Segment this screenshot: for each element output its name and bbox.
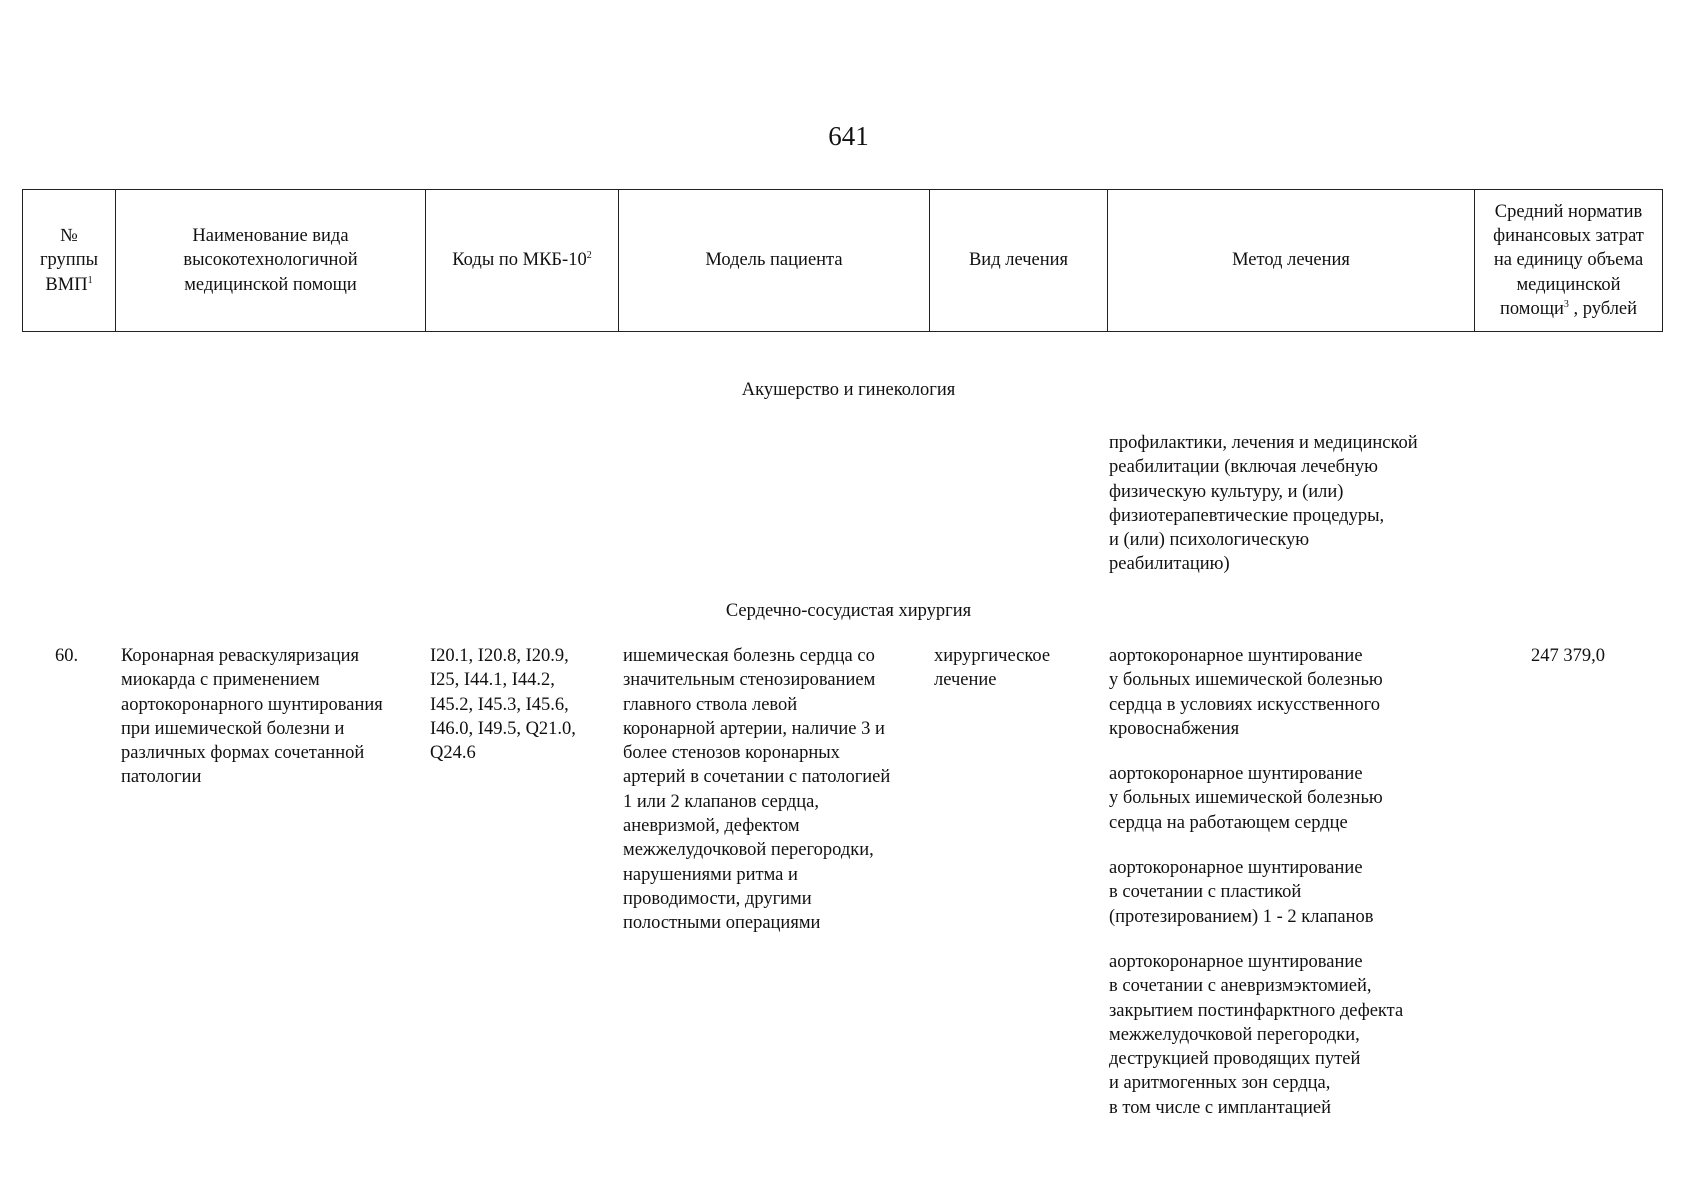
section-heading-cardiovascular-surgery: Сердечно-сосудистая хирургия <box>725 601 972 621</box>
header-patient-model: Модель пациента <box>619 190 930 332</box>
row-patient-model: ишемическая болезнь сердца со значительным стенозированием главного ствола левой коронарной артерии, наличие 3 и более стенозов коронарных артерий в сочетании с патологией 1 или 2 клапанов сердца, аневризмой, дефектом межжелудочковой перегородки, нарушениями ритма и проводимости, другими полостными операциями <box>623 646 891 934</box>
header-treatment-method: Метод лечения <box>1108 190 1475 332</box>
continued-method-text: профилактики, лечения и медицинской реабилитации (включая лечебную физическую культуру, и (или) физиотерапевтические процедуры, и (или) психологическую реабилитацию) <box>1109 433 1418 575</box>
row-group-number: 60. <box>55 646 79 666</box>
method-item: аортокоронарное шунтирование у больных ишемической болезнью сердца в условиях искусственного кровоснабжения <box>1109 646 1383 739</box>
header-care-type-name: Наименование вида высокотехнологичной медицинской помощи <box>116 190 426 332</box>
row-treatment-type: хирургическое лечение <box>934 646 1051 691</box>
method-item: аортокоронарное шунтирование у больных ишемической болезнью сердца на работающем сердце <box>1109 764 1383 833</box>
method-item: аортокоронарное шунтирование в сочетании с аневризмэктомией, закрытием постинфарктного дефекта межжелудочковой перегородки, деструкцией проводящих путей и аритмогенных зон сердца, в том числе с имплантацией <box>1109 951 1404 1118</box>
row-treatment-methods <box>1109 644 1403 1120</box>
header-treatment-type: Вид лечения <box>930 190 1108 332</box>
method-item: аортокоронарное шунтирование в сочетании с пластикой (протезированием) 1 - 2 клапанов <box>1109 858 1374 927</box>
header-average-cost: Средний норматив финансовых затрат на единицу объема медицинской помощи$^3$ , рублей <box>1475 190 1663 332</box>
section-heading-obstetrics: Акушерство и гинекология <box>741 380 956 400</box>
table-header <box>22 189 1663 332</box>
row-care-type-name: Коронарная реваскуляризация миокарда с применением аортокоронарного шунтирования при ишемической болезни и различных формах сочетанной патологии <box>121 646 383 788</box>
header-icd-codes: Коды по МКБ-$10^2$ <box>426 190 619 332</box>
header-group-number: № группы ВМП$^1$ <box>23 190 116 332</box>
row-average-cost: 247 379,0 <box>1531 646 1605 666</box>
page-number: 641 <box>828 121 869 151</box>
row-icd-codes: I20.1, I20.8, I20.9, I25, I44.1, I44.2, I45.2, I45.3, I45.6, I46.0, I49.5, Q21.0, Q24.6 <box>430 646 576 764</box>
